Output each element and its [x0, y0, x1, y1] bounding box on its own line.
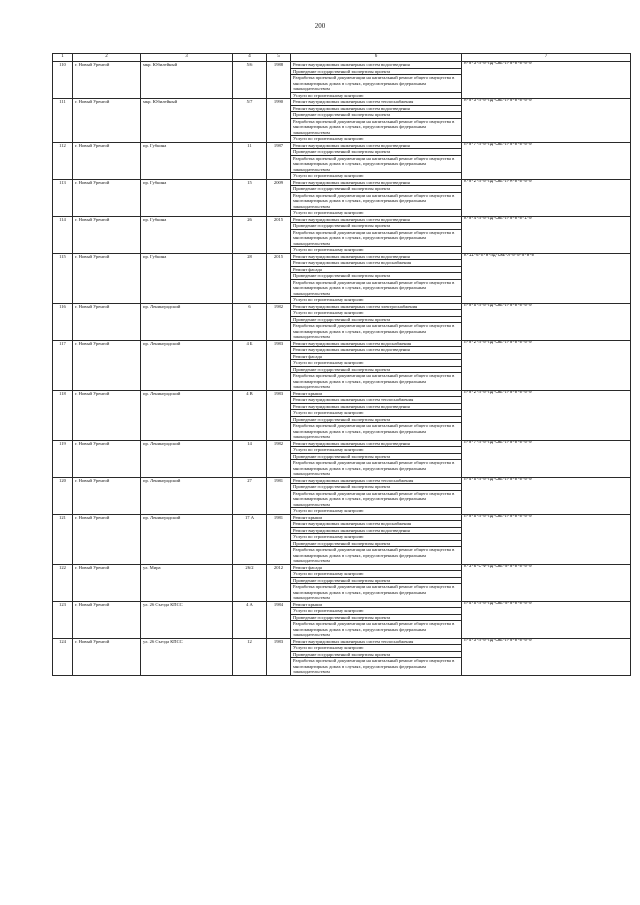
city-cell: г. Новый Уренгой: [73, 477, 141, 514]
work-type-cell: Ремонт внутридомовых инженерных систем водоотведения: [291, 105, 462, 112]
work-type-cell: Разработка проектной документации на капитальный ремонт общего имущества в многоквартирных домах в случаях, предусмотренных федеральным законодательством: [291, 423, 462, 441]
column-header: 6: [291, 54, 462, 62]
house-number-cell: 28: [233, 253, 267, 303]
row-number-cell: 123: [53, 601, 73, 638]
work-type-cell: Разработка проектной документации на капитальный ремонт общего имущества в многоквартирных домах в случаях, предусмотренных федеральным законодательством: [291, 460, 462, 478]
work-type-cell: Проведение государственной экспертизы проекта: [291, 416, 462, 423]
work-type-cell: Проведение государственной экспертизы проекта: [291, 273, 462, 280]
work-type-cell: Ремонт внутридомовых инженерных систем водоотведения: [291, 216, 462, 223]
building-code-cell: П-5-5-П-0-ПД-СЖЕ-Л-0-0-0-0-0: [462, 477, 631, 514]
row-number-cell: 113: [53, 179, 73, 216]
building-code-cell: Н-9-3-П-0-ПД-СЖЕ-Л-0-0-0-0-0: [462, 99, 631, 143]
build-year-cell: 1984: [267, 601, 291, 638]
work-type-cell: Ремонт внутридомовых инженерных систем водоотведения: [291, 179, 462, 186]
work-type-cell: Разработка проектной документации на капитальный ремонт общего имущества в многоквартирных домах в случаях, предусмотренных федеральным законодательством: [291, 547, 462, 565]
building-code-cell: П-5-3-П-0-ПД-СЖЕ-Л-0-0-0-0-0: [462, 638, 631, 675]
work-type-cell: Разработка проектной документации на капитальный ремонт общего имущества в многоквартирных домах в случаях, предусмотренных федеральным законодательством: [291, 75, 462, 93]
building-code-cell: К-9-2-П-0-ПД-СЖЕ-Л-М-0-0-0-0: [462, 179, 631, 216]
build-year-cell: 2009: [267, 179, 291, 216]
work-type-cell: Ремонт внутридомовых инженерных систем электроснабжения: [291, 303, 462, 310]
city-cell: г. Новый Уренгой: [73, 390, 141, 440]
work-type-cell: Ремонт фасада: [291, 353, 462, 360]
row-number-cell: 112: [53, 142, 73, 179]
building-code-cell: П-9-2-П-0-ПД-СЖЕ-Л-0-0-0-0-0: [462, 340, 631, 390]
work-type-cell: Разработка проектной документации на капитальный ремонт общего имущества в многоквартирных домах в случаях, предусмотренных федеральным законодательством: [291, 192, 462, 210]
work-type-cell: Ремонт внутридомовых инженерных систем водоотведения: [291, 253, 462, 260]
house-number-cell: 15: [233, 179, 267, 216]
building-code-cell: К-9-4-П-0-ПД-СЖЕ-Л-0-0-0-1-0: [462, 216, 631, 253]
row-number-cell: 117: [53, 340, 73, 390]
table-row: [53, 179, 631, 186]
street-cell: ул. Мира: [141, 564, 233, 601]
work-type-cell: Услуги по строительному контролю: [291, 173, 462, 180]
work-type-cell: Ремонт крыши: [291, 601, 462, 608]
table-row: [53, 142, 631, 149]
row-number-cell: 121: [53, 514, 73, 564]
build-year-cell: 1983: [267, 638, 291, 675]
street-cell: пр. Ленинградский: [141, 340, 233, 390]
building-code-cell: К-3-6-С-Ф-ПД-СЖЕ-0-0-0-0-0-0: [462, 564, 631, 601]
house-number-cell: 11: [233, 142, 267, 179]
work-type-cell: Услуги по строительному контролю: [291, 608, 462, 615]
work-type-cell: Проведение государственной экспертизы проекта: [291, 484, 462, 491]
street-cell: пр. Ленинградский: [141, 514, 233, 564]
work-type-cell: Услуги по строительному контролю: [291, 247, 462, 254]
work-type-cell: Проведение государственной экспертизы проекта: [291, 366, 462, 373]
row-number-cell: 114: [53, 216, 73, 253]
row-number-cell: 118: [53, 390, 73, 440]
row-number-cell: 124: [53, 638, 73, 675]
table-header-row: [53, 54, 631, 62]
work-type-cell: Услуги по строительному контролю: [291, 210, 462, 217]
city-cell: г. Новый Уренгой: [73, 99, 141, 143]
work-type-cell: Проведение государственной экспертизы проекта: [291, 614, 462, 621]
table-row: [53, 62, 631, 69]
build-year-cell: 1981: [267, 514, 291, 564]
building-code-cell: П-5-5-П-0-ПД-СЖЕ-0-0-0-0-0-0: [462, 601, 631, 638]
table-body: [53, 62, 631, 676]
city-cell: г. Новый Уренгой: [73, 340, 141, 390]
repair-program-table: [52, 53, 631, 676]
work-type-cell: Ремонт внутридомовых инженерных систем водоотведения: [291, 62, 462, 69]
house-number-cell: 5/6: [233, 62, 267, 99]
work-type-cell: Услуги по строительному контролю: [291, 645, 462, 652]
street-cell: пр. Ленинградский: [141, 477, 233, 514]
column-header: 2: [73, 54, 141, 62]
work-type-cell: Услуги по строительному контролю: [291, 92, 462, 99]
city-cell: г. Новый Уренгой: [73, 142, 141, 179]
work-type-cell: Ремонт внутридомовых инженерных систем теплоснабжения: [291, 638, 462, 645]
street-cell: ул. 26 Съезда КПСС: [141, 601, 233, 638]
building-code-cell: Н-9-3-П-0-ПД-СЖЕ-Л-0-0-0-0-0: [462, 62, 631, 99]
work-type-cell: Проведение государственной экспертизы проекта: [291, 149, 462, 156]
table-row: [53, 638, 631, 645]
work-type-cell: Проведение государственной экспертизы проекта: [291, 112, 462, 119]
building-code-cell: П-9-7-П-0-ПД-СЖЕ-Л-0-0-0-0-0: [462, 142, 631, 179]
work-type-cell: Ремонт внутридомовых инженерных систем теплоснабжения: [291, 477, 462, 484]
work-type-cell: Ремонт внутридомовых инженерных систем водоснабжения: [291, 340, 462, 347]
building-code-cell: П-9-5-П-0-ПД-СЖЕ-Л-0-0-0-0-0: [462, 303, 631, 340]
table-row: [53, 253, 631, 260]
build-year-cell: 1987: [267, 142, 291, 179]
row-number-cell: 115: [53, 253, 73, 303]
work-type-cell: Ремонт внутридомовых инженерных систем водоотведения: [291, 403, 462, 410]
city-cell: г. Новый Уренгой: [73, 440, 141, 477]
street-cell: пр. Ленинградский: [141, 390, 233, 440]
city-cell: г. Новый Уренгой: [73, 514, 141, 564]
house-number-cell: 17 А: [233, 514, 267, 564]
work-type-cell: Ремонт внутридомовых инженерных систем водоотведения: [291, 440, 462, 447]
work-type-cell: Услуги по строительному контролю: [291, 534, 462, 541]
house-number-cell: 12: [233, 638, 267, 675]
table-row: [53, 303, 631, 310]
work-type-cell: Проведение государственной экспертизы проекта: [291, 453, 462, 460]
work-type-cell: Ремонт фасада: [291, 266, 462, 273]
building-code-cell: П-9-2-П-0-ПД-СЖЕ-Л-0-0-0-0-0: [462, 390, 631, 440]
table-row: [53, 216, 631, 223]
work-type-cell: Услуги по строительному контролю: [291, 136, 462, 143]
column-header: 1: [53, 54, 73, 62]
row-number-cell: 110: [53, 62, 73, 99]
house-number-cell: 26/2: [233, 564, 267, 601]
city-cell: г. Новый Уренгой: [73, 601, 141, 638]
street-cell: пр. Губкина: [141, 142, 233, 179]
work-type-cell: Разработка проектной документации на капитальный ремонт общего имущества в многоквартирных домах в случаях, предусмотренных федеральным законодательством: [291, 155, 462, 173]
work-type-cell: Проведение государственной экспертизы проекта: [291, 577, 462, 584]
work-type-cell: Разработка проектной документации на капитальный ремонт общего имущества в многоквартирных домах в случаях, предусмотренных федеральным законодательством: [291, 118, 462, 136]
work-type-cell: Услуги по строительному контролю: [291, 571, 462, 578]
street-cell: мкр. Юбилейный: [141, 99, 233, 143]
work-type-cell: Ремонт внутридомовых инженерных систем водоотведения: [291, 347, 462, 354]
work-type-cell: Ремонт фасада: [291, 564, 462, 571]
work-type-cell: Услуги по строительному контролю: [291, 447, 462, 454]
city-cell: г. Новый Уренгой: [73, 216, 141, 253]
work-type-cell: Услуги по строительному контролю: [291, 310, 462, 317]
table-row: [53, 440, 631, 447]
street-cell: пр. Губкина: [141, 216, 233, 253]
house-number-cell: 5/7: [233, 99, 267, 143]
work-type-cell: Разработка проектной документации на капитальный ремонт общего имущества в многоквартирных домах в случаях, предусмотренных федеральным законодательством: [291, 658, 462, 676]
work-type-cell: Услуги по строительному контролю: [291, 508, 462, 515]
build-year-cell: 1981: [267, 477, 291, 514]
build-year-cell: 2015: [267, 216, 291, 253]
work-type-cell: Разработка проектной документации на капитальный ремонт общего имущества в многоквартирных домах в случаях, предусмотренных федеральным законодательством: [291, 279, 462, 297]
row-number-cell: 116: [53, 303, 73, 340]
work-type-cell: Разработка проектной документации на капитальный ремонт общего имущества в многоквартирных домах в случаях, предусмотренных федеральным законодательством: [291, 621, 462, 639]
city-cell: г. Новый Уренгой: [73, 638, 141, 675]
build-year-cell: 1988: [267, 62, 291, 99]
build-year-cell: 1983: [267, 340, 291, 390]
column-header: 7: [462, 54, 631, 62]
house-number-cell: 26: [233, 216, 267, 253]
build-year-cell: 1983: [267, 390, 291, 440]
building-code-cell: К-11-6-П-0-ПД-СЖЕ-Л-0-0-0-0-0: [462, 253, 631, 303]
build-year-cell: 1982: [267, 440, 291, 477]
table-row: [53, 99, 631, 106]
work-type-cell: Разработка проектной документации на капитальный ремонт общего имущества в многоквартирных домах в случаях, предусмотренных федеральным законодательством: [291, 229, 462, 247]
column-header: 5: [267, 54, 291, 62]
city-cell: г. Новый Уренгой: [73, 62, 141, 99]
street-cell: пр. Губкина: [141, 253, 233, 303]
street-cell: мкр. Юбилейный: [141, 62, 233, 99]
work-type-cell: Ремонт внутридомовых инженерных систем водоотведения: [291, 142, 462, 149]
row-number-cell: 122: [53, 564, 73, 601]
work-type-cell: Проведение государственной экспертизы проекта: [291, 223, 462, 230]
page-number: 200: [314, 22, 326, 30]
work-type-cell: Разработка проектной документации на капитальный ремонт общего имущества в многоквартирных домах в случаях, предусмотренных федеральным законодательством: [291, 323, 462, 341]
work-type-cell: Услуги по строительному контролю: [291, 297, 462, 304]
work-type-cell: Ремонт внутридомовых инженерных систем теплоснабжения: [291, 99, 462, 106]
street-cell: пр. Ленинградский: [141, 303, 233, 340]
work-type-cell: Услуги по строительному контролю: [291, 360, 462, 367]
build-year-cell: 2015: [267, 253, 291, 303]
build-year-cell: 1982: [267, 303, 291, 340]
work-type-cell: Проведение государственной экспертизы проекта: [291, 68, 462, 75]
work-type-cell: Разработка проектной документации на капитальный ремонт общего имущества в многоквартирных домах в случаях, предусмотренных федеральным законодательством: [291, 490, 462, 508]
street-cell: пр. Губкина: [141, 179, 233, 216]
house-number-cell: 14: [233, 440, 267, 477]
table-row: [53, 477, 631, 484]
work-type-cell: Ремонт крыши: [291, 390, 462, 397]
work-type-cell: Проведение государственной экспертизы проекта: [291, 316, 462, 323]
work-type-cell: Ремонт внутридомовых инженерных систем водоснабжения: [291, 521, 462, 528]
work-type-cell: Разработка проектной документации на капитальный ремонт общего имущества в многоквартирных домах в случаях, предусмотренных федеральным законодательством: [291, 584, 462, 602]
house-number-cell: 4 Б: [233, 340, 267, 390]
work-type-cell: Проведение государственной экспертизы проекта: [291, 651, 462, 658]
building-code-cell: П-9-5-П-0-ПД-СЖЕ-Л-0-0-0-0-0: [462, 514, 631, 564]
work-type-cell: Разработка проектной документации на капитальный ремонт общего имущества в многоквартирных домах в случаях, предусмотренных федеральным законодательством: [291, 373, 462, 391]
house-number-cell: 27: [233, 477, 267, 514]
work-type-cell: Проведение государственной экспертизы проекта: [291, 540, 462, 547]
table-row: [53, 340, 631, 347]
city-cell: г. Новый Уренгой: [73, 303, 141, 340]
street-cell: пр. Ленинградский: [141, 440, 233, 477]
build-year-cell: 1990: [267, 99, 291, 143]
building-code-cell: П-9-7-П-0-ПД-СЖЕ-Л-0-0-0-0-0: [462, 440, 631, 477]
column-header: 4: [233, 54, 267, 62]
city-cell: г. Новый Уренгой: [73, 564, 141, 601]
work-type-cell: Ремонт крыши: [291, 514, 462, 521]
house-number-cell: 6: [233, 303, 267, 340]
work-type-cell: Ремонт внутридомовых инженерных систем теплоснабжения: [291, 397, 462, 404]
build-year-cell: 2012: [267, 564, 291, 601]
city-cell: г. Новый Уренгой: [73, 179, 141, 216]
column-header: 3: [141, 54, 233, 62]
city-cell: г. Новый Уренгой: [73, 253, 141, 303]
street-cell: ул. 26 Съезда КПСС: [141, 638, 233, 675]
work-type-cell: Ремонт внутридомовых инженерных систем водоснабжения: [291, 260, 462, 267]
work-type-cell: Ремонт внутридомовых инженерных систем водоотведения: [291, 527, 462, 534]
row-number-cell: 119: [53, 440, 73, 477]
house-number-cell: 4 А: [233, 601, 267, 638]
work-type-cell: Проведение государственной экспертизы проекта: [291, 186, 462, 193]
house-number-cell: 4 В: [233, 390, 267, 440]
row-number-cell: 111: [53, 99, 73, 143]
work-type-cell: Услуги по строительному контролю: [291, 410, 462, 417]
row-number-cell: 120: [53, 477, 73, 514]
